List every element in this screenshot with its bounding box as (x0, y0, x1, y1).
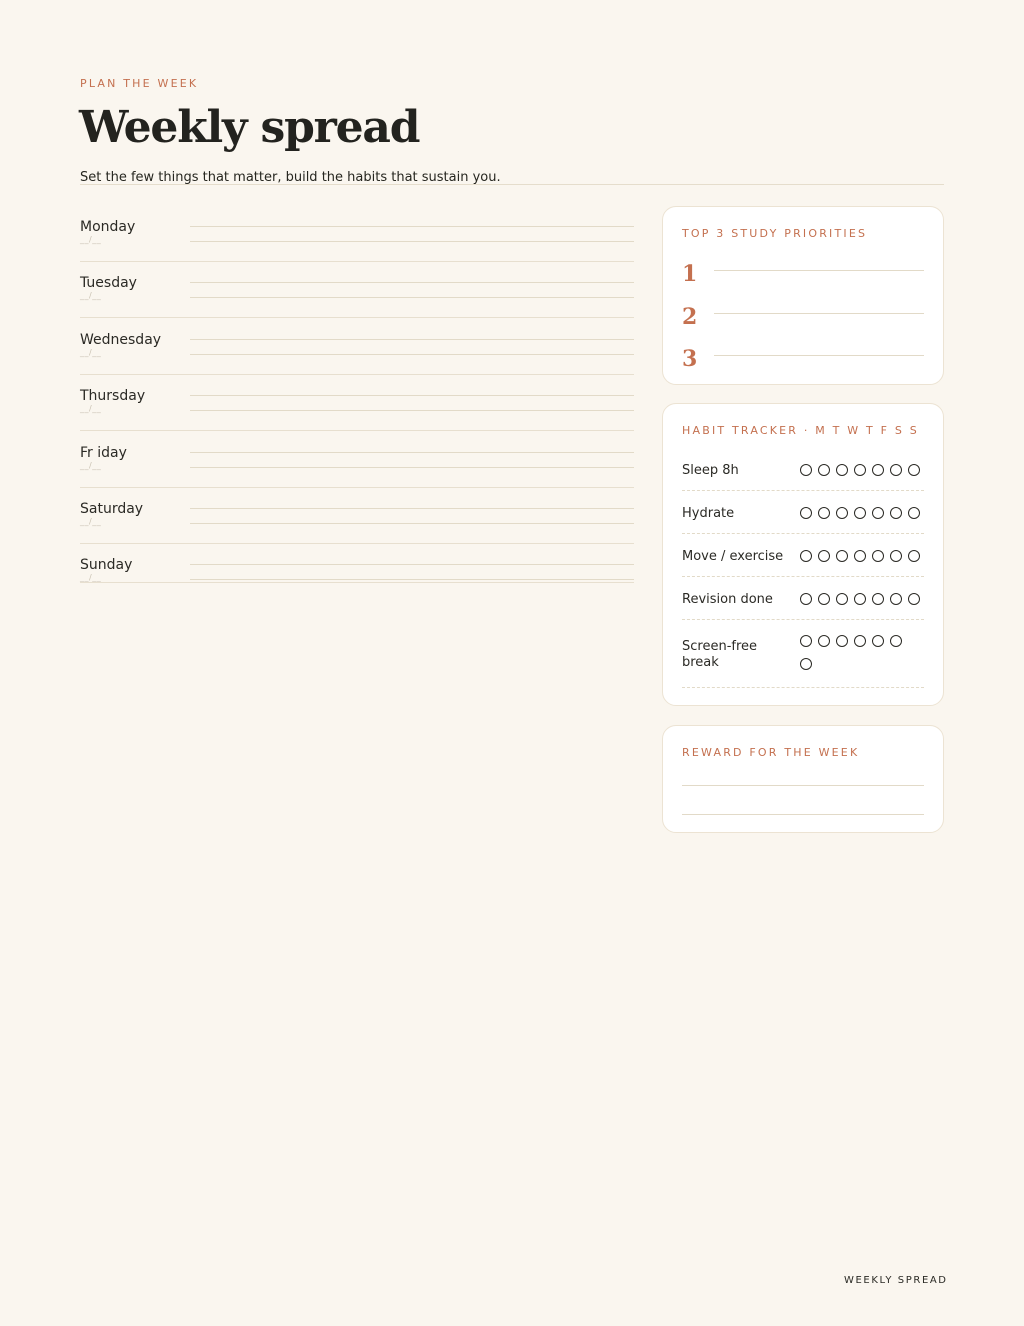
habit-check-circle[interactable] (872, 464, 884, 476)
writing-line[interactable] (190, 395, 634, 396)
day-row[interactable] (80, 318, 634, 374)
habit-label: Sleep 8h (682, 463, 739, 478)
reward-title: REWARD FOR THE WEEK (682, 746, 860, 759)
habit-check-circle[interactable] (854, 550, 866, 562)
habit-row (682, 583, 924, 620)
habit-check-circle[interactable] (854, 464, 866, 476)
writing-line[interactable] (190, 452, 634, 453)
habit-check-circle[interactable] (818, 507, 830, 519)
day-label: Saturday (80, 500, 144, 517)
priorities-card (662, 206, 944, 385)
habit-check-circle[interactable] (872, 507, 884, 519)
header-divider (80, 184, 944, 185)
habit-checkboxes (800, 550, 930, 573)
habit-check-circle[interactable] (872, 635, 884, 647)
habit-tracker-title: HABIT TRACKER · M T W T F S S (682, 424, 919, 437)
habit-check-circle[interactable] (800, 464, 812, 476)
footer-label: WEEKLY SPREAD (844, 1275, 948, 1286)
writing-line[interactable] (714, 270, 924, 271)
day-date: __/__ (80, 573, 102, 583)
habit-check-circle[interactable] (872, 550, 884, 562)
day-label: Wednesday (80, 331, 162, 348)
day-divider (80, 582, 634, 583)
day-list (80, 205, 634, 600)
day-label: Sunday (80, 557, 133, 574)
day-label: Thursday (80, 388, 146, 405)
habit-checkboxes (800, 635, 912, 681)
habit-check-circle[interactable] (890, 593, 902, 605)
habit-checkboxes (800, 464, 930, 487)
habit-check-circle[interactable] (818, 635, 830, 647)
habit-label: Revision done (682, 592, 773, 607)
writing-line[interactable] (190, 564, 634, 565)
habit-check-circle[interactable] (854, 593, 866, 605)
habit-check-circle[interactable] (890, 464, 902, 476)
writing-line[interactable] (190, 354, 634, 355)
day-date: __/__ (80, 347, 102, 357)
writing-line[interactable] (714, 313, 924, 314)
habit-check-circle[interactable] (908, 464, 920, 476)
page-subtitle: Set the few things that matter, build the habits that sustain you. (80, 170, 501, 185)
habit-check-circle[interactable] (836, 550, 848, 562)
habit-check-circle[interactable] (854, 635, 866, 647)
habit-check-circle[interactable] (908, 550, 920, 562)
habit-checkboxes (800, 507, 930, 530)
eyebrow-label: PLAN THE WEEK (80, 77, 199, 90)
writing-line[interactable] (190, 226, 634, 227)
habit-check-circle[interactable] (800, 635, 812, 647)
habit-tracker-card (662, 403, 944, 706)
habit-row (682, 540, 924, 577)
habit-label: Screen-free break (682, 639, 758, 670)
habit-check-circle[interactable] (818, 593, 830, 605)
day-row[interactable] (80, 261, 634, 317)
priority-item[interactable] (682, 261, 924, 291)
habit-check-circle[interactable] (890, 635, 902, 647)
day-row[interactable] (80, 487, 634, 543)
day-row[interactable] (80, 543, 634, 599)
writing-line[interactable] (190, 523, 634, 524)
habit-check-circle[interactable] (800, 507, 812, 519)
writing-line[interactable] (714, 355, 924, 356)
habit-label: Move / exercise (682, 549, 784, 564)
writing-line[interactable] (190, 339, 634, 340)
writing-line[interactable] (190, 508, 634, 509)
habit-check-circle[interactable] (836, 593, 848, 605)
habit-check-circle[interactable] (890, 507, 902, 519)
priority-number: 1 (682, 261, 698, 287)
habit-check-circle[interactable] (800, 593, 812, 605)
page-title: Weekly spread (79, 102, 420, 153)
day-date: __/__ (80, 516, 102, 526)
habit-row (682, 454, 924, 491)
writing-line[interactable] (682, 785, 924, 786)
day-date: __/__ (80, 404, 102, 414)
priority-item[interactable] (682, 346, 924, 376)
reward-card (662, 725, 944, 833)
habit-check-circle[interactable] (800, 550, 812, 562)
habit-check-circle[interactable] (908, 507, 920, 519)
writing-line[interactable] (190, 241, 634, 242)
writing-line[interactable] (682, 814, 924, 815)
habit-check-circle[interactable] (872, 593, 884, 605)
priority-number: 2 (682, 304, 698, 330)
habit-check-circle[interactable] (854, 507, 866, 519)
day-label: Fr iday (80, 444, 127, 461)
day-row[interactable] (80, 205, 634, 261)
habit-check-circle[interactable] (836, 464, 848, 476)
day-row[interactable] (80, 374, 634, 430)
habit-row (682, 497, 924, 534)
habit-check-circle[interactable] (908, 593, 920, 605)
priority-number: 3 (682, 346, 698, 372)
habit-check-circle[interactable] (890, 550, 902, 562)
habit-row (682, 626, 924, 688)
day-label: Monday (80, 219, 136, 235)
priorities-title: TOP 3 STUDY PRIORITIES (682, 227, 868, 240)
writing-line[interactable] (190, 467, 634, 468)
day-row[interactable] (80, 431, 634, 487)
habit-check-circle[interactable] (818, 550, 830, 562)
priority-item[interactable] (682, 304, 924, 334)
writing-line[interactable] (190, 410, 634, 411)
habit-check-circle[interactable] (800, 658, 812, 670)
habit-checkboxes (800, 593, 930, 616)
day-date: __/__ (80, 235, 102, 244)
day-date: __/__ (80, 460, 102, 470)
habit-check-circle[interactable] (836, 635, 848, 647)
habit-label: Hydrate (682, 506, 735, 521)
habit-check-circle[interactable] (818, 464, 830, 476)
habit-check-circle[interactable] (836, 507, 848, 519)
writing-line[interactable] (190, 579, 634, 580)
day-date: __/__ (80, 291, 102, 301)
writing-line[interactable] (190, 297, 634, 298)
day-label: Tuesday (80, 275, 137, 292)
writing-line[interactable] (190, 282, 634, 283)
